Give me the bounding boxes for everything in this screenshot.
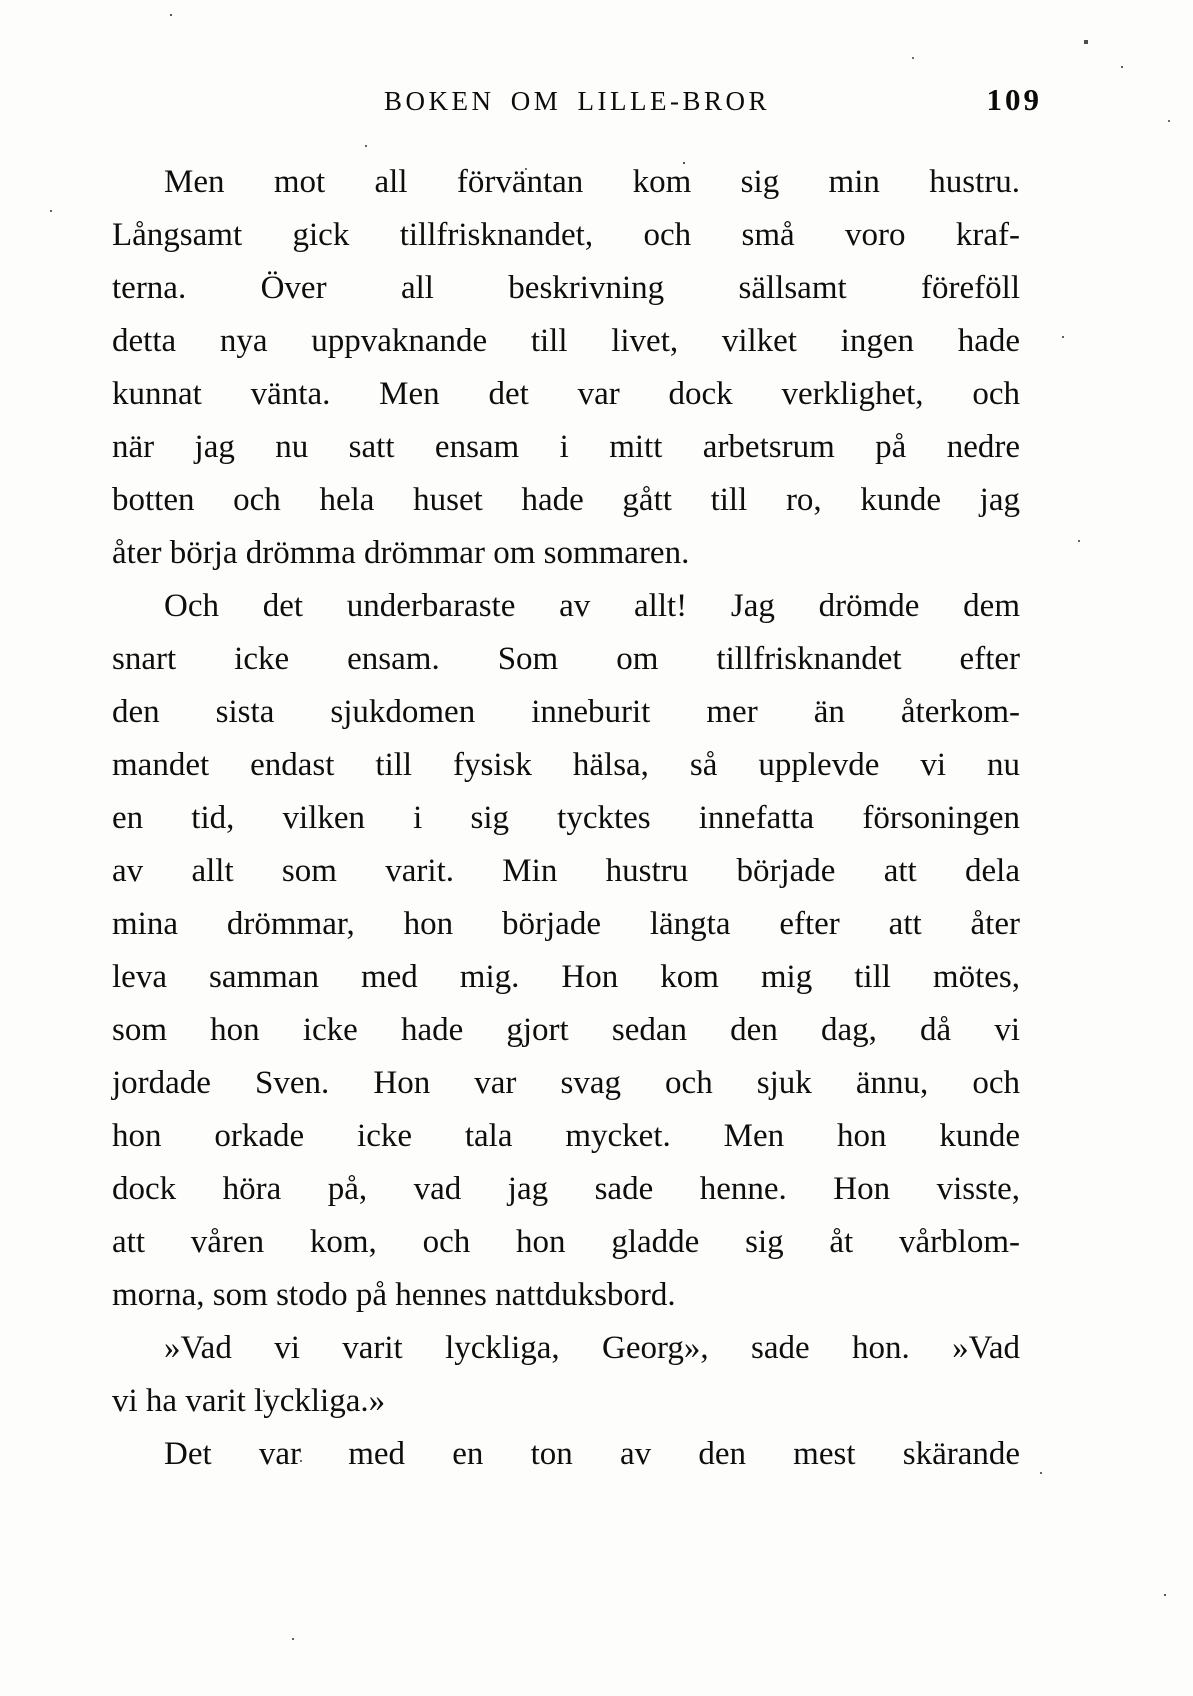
running-title: BOKEN OM LILLE-BROR	[384, 86, 770, 116]
text-line: av allt som varit. Min hustru började att dela	[112, 853, 1020, 889]
paragraph	[112, 1428, 1020, 1481]
paragraph	[112, 1322, 1020, 1428]
text-line: dock höra på, vad jag sade henne. Hon visste,	[112, 1171, 1020, 1207]
text-line: botten och hela huset hade gått till ro, kunde jag	[112, 482, 1020, 518]
page-number: 109	[986, 82, 1042, 117]
text-line: åter börja drömma drömmar om sommaren.	[112, 535, 690, 571]
text-line: Men mot all förväntan kom sig min hustru.	[164, 164, 1020, 200]
text-line: en tid, vilken i sig tycktes innefatta försoningen	[112, 800, 1020, 836]
text-line: att våren kom, och hon gladde sig åt vårblom-	[112, 1224, 1020, 1260]
text-line: terna. Över all beskrivning sällsamt föreföll	[112, 270, 1020, 306]
text-line: som hon icke hade gjort sedan den dag, då vi	[112, 1012, 1020, 1048]
scan-noise	[0, 0, 2, 2]
text-line: Det var med en ton av den mest skärande	[164, 1436, 1020, 1472]
text-line: »Vad vi varit lyckliga, Georg», sade hon. »Vad	[164, 1330, 1020, 1366]
text-line: när jag nu satt ensam i mitt arbetsrum på nedre	[112, 429, 1020, 465]
body-text	[112, 156, 1020, 1481]
text-line: Långsamt gick tillfrisknandet, och små voro kraf-	[112, 217, 1020, 253]
text-line: detta nya uppvaknande till livet, vilket ingen hade	[112, 323, 1020, 359]
text-line: vi ha varit lyckliga.»	[112, 1383, 386, 1419]
text-line: mina drömmar, hon började längta efter att åter	[112, 906, 1020, 942]
text-line: Och det underbaraste av allt! Jag drömde dem	[164, 588, 1020, 624]
text-line: kunnat vänta. Men det var dock verklighet, och	[112, 376, 1020, 412]
text-line: snart icke ensam. Som om tillfrisknandet efter	[112, 641, 1020, 677]
paragraph	[112, 156, 1020, 580]
text-line: den sista sjukdomen inneburit mer än återkom-	[112, 694, 1020, 730]
text-line: morna, som stodo på hennes nattduksbord.	[112, 1277, 676, 1313]
running-header	[112, 82, 1042, 128]
paragraph	[112, 580, 1020, 1322]
text-line: leva samman med mig. Hon kom mig till mötes,	[112, 959, 1020, 995]
text-line: jordade Sven. Hon var svag och sjuk ännu, och	[112, 1065, 1020, 1101]
text-line: hon orkade icke tala mycket. Men hon kunde	[112, 1118, 1020, 1154]
text-line: mandet endast till fysisk hälsa, så upplevde vi nu	[112, 747, 1020, 783]
